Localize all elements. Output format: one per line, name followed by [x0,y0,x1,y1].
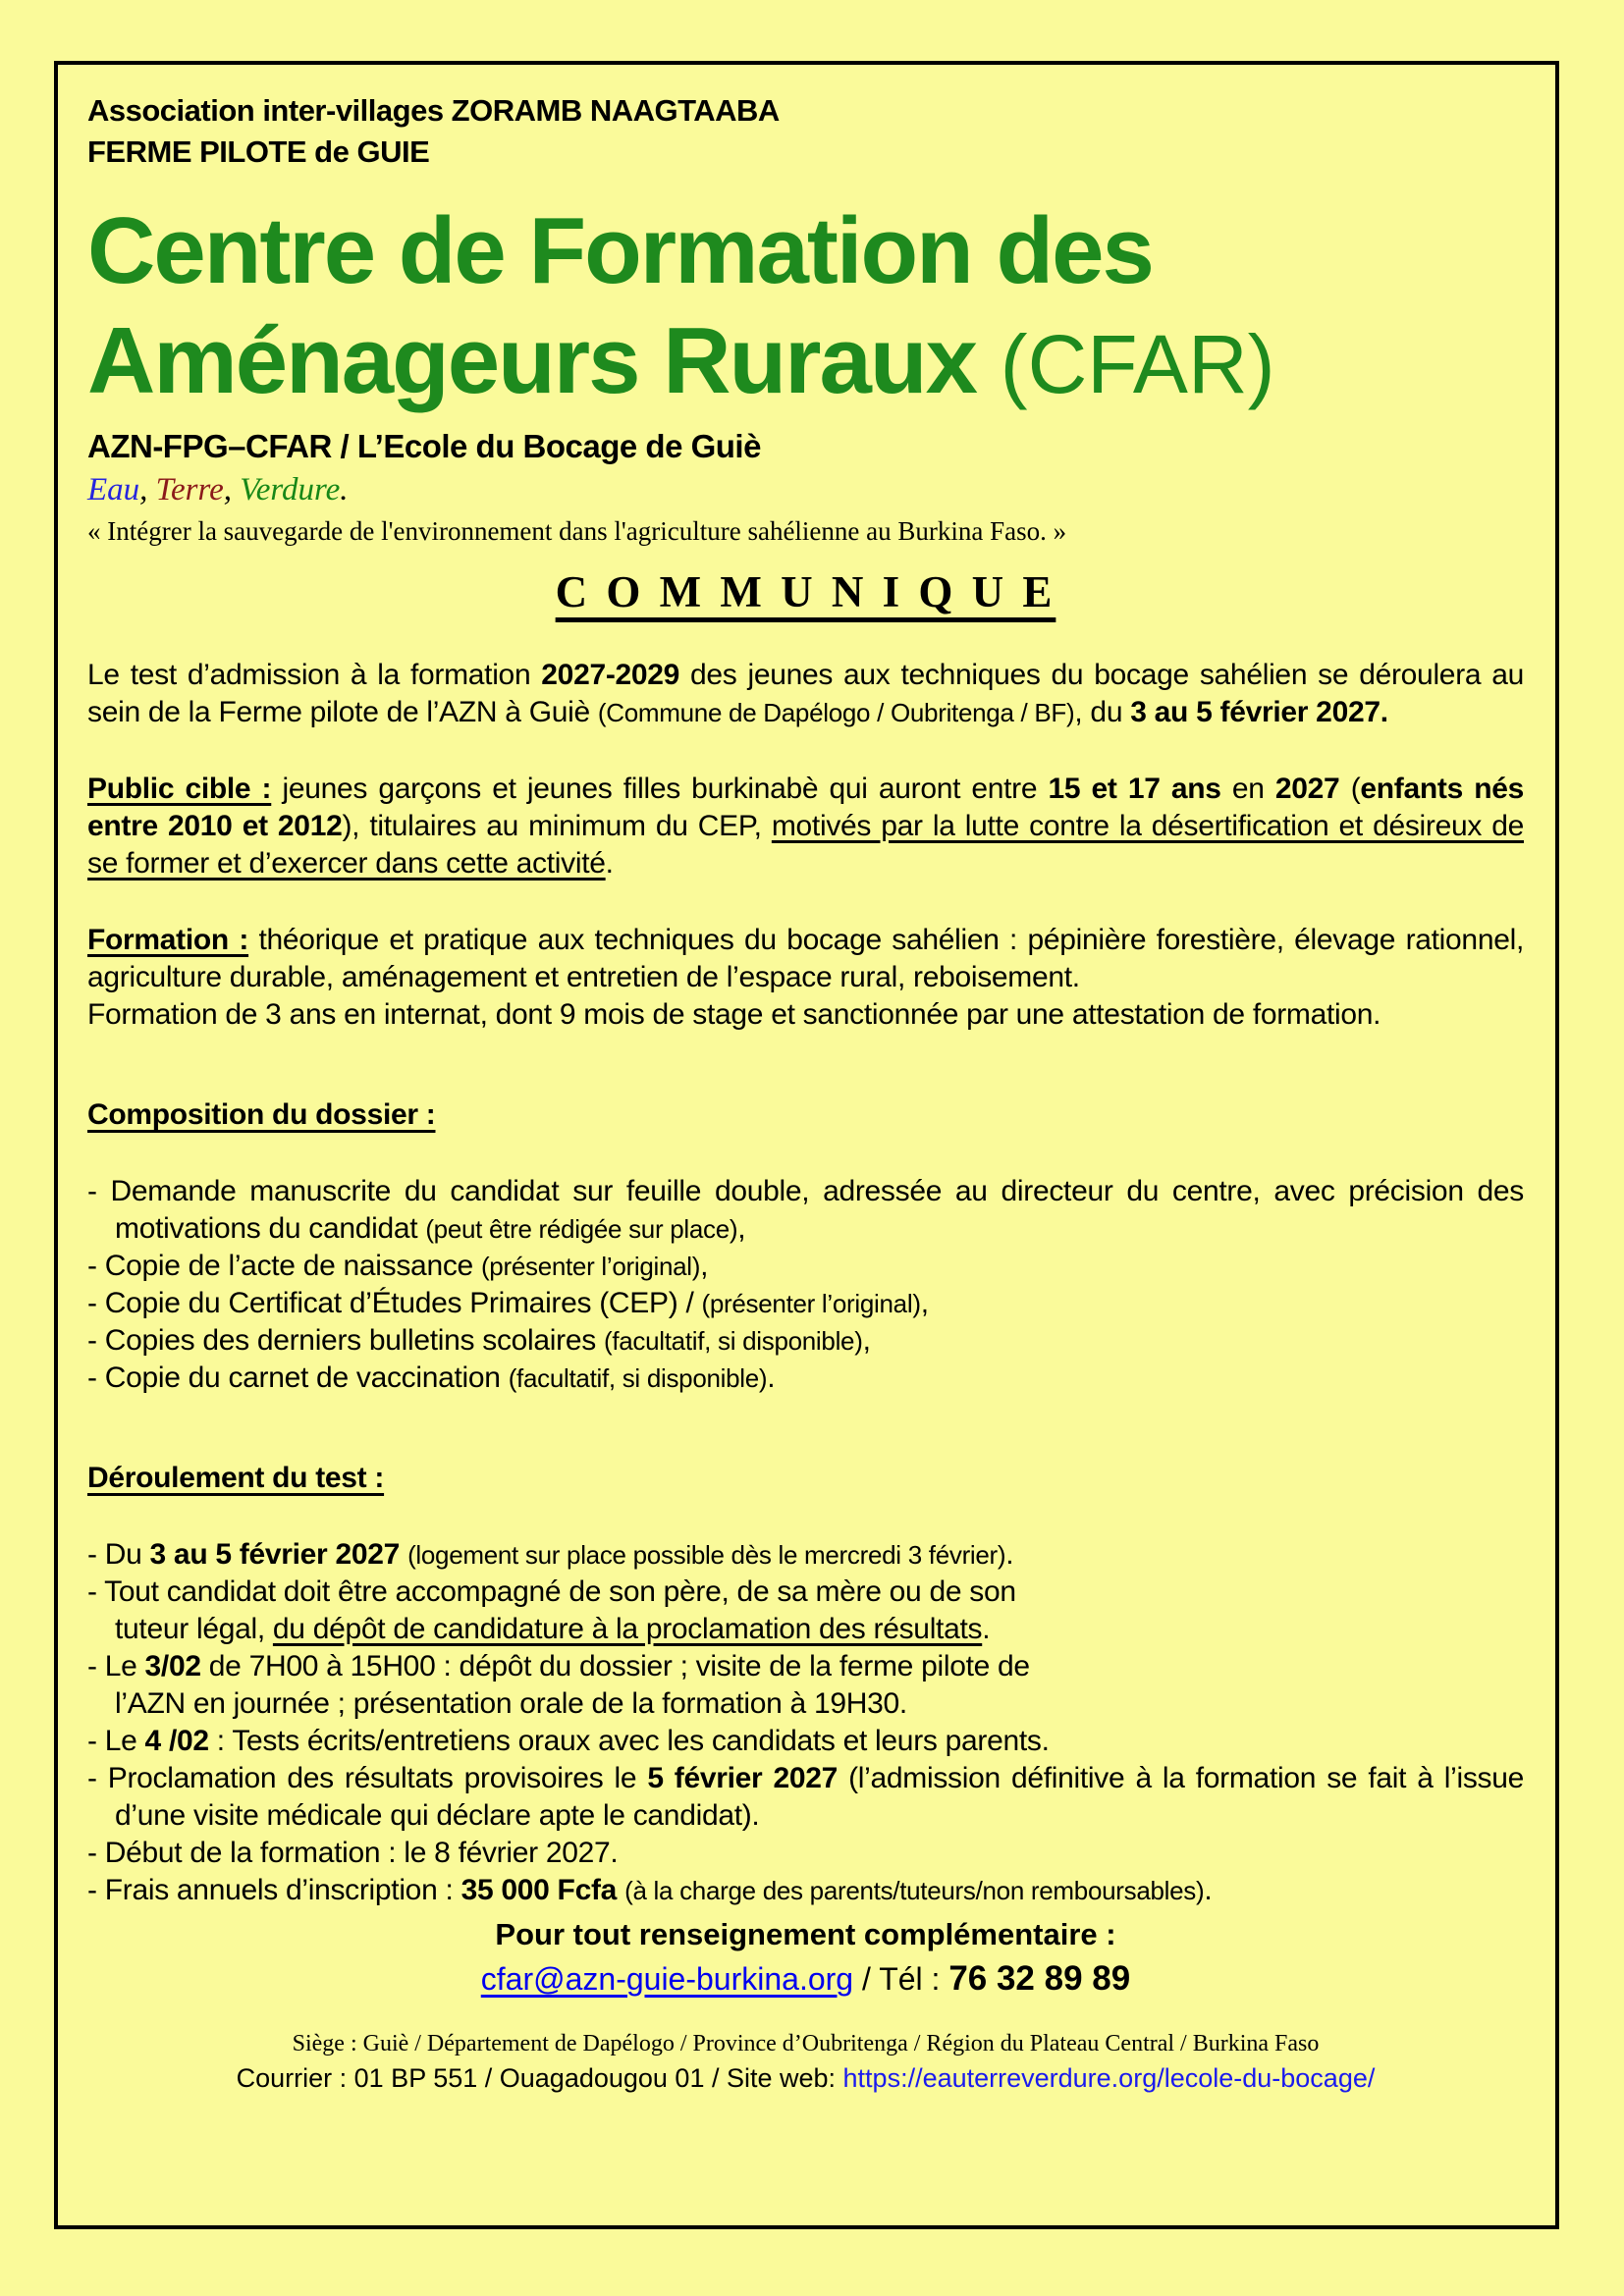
text-segment: Terre [155,472,224,507]
info-heading: Pour tout renseignement complémentaire : [495,1917,1116,1951]
text-segment: (Commune de Dapélogo / Oubritenga / BF) [597,698,1075,727]
quote: « Intégrer la sauvegarde de l'environnement dans l'agriculture sahélienne au Burkina Faso. » [87,516,1067,546]
text-segment: 5 février 2027 [647,1762,839,1794]
dossier-item-acte-naissance [87,1248,1524,1285]
text-segment: , [862,1324,871,1357]
text-segment: motivés par la lutte contre la désertification et désireux de se former et d’exercer dans cette activité [87,810,1524,880]
test-item-dates [87,1536,1524,1574]
text-segment: (présenter l’original) [701,1289,921,1318]
text-segment: : Tests écrits/entretiens oraux avec les candidats et leurs parents. [208,1725,1050,1757]
text-segment: du dépôt de candidature à la proclamation des résultats [272,1613,983,1645]
text-segment: ), titulaires au minimum du CEP, [342,810,772,842]
text-segment: (l’admission définitive à la formation se fait à l’issue d’une visite médicale qui déclare apte le candidat). [115,1762,1524,1832]
text-segment: 3 au 5 février 2027 [149,1538,401,1571]
text-segment: (logement sur place possible dès le mercredi 3 février) [407,1540,1006,1570]
document-frame [54,61,1559,2229]
formation-paragraph [87,922,1524,996]
subtitle: AZN-FPG–CFAR / L’Ecole du Bocage de Guiè [87,428,761,464]
text-segment: (à la charge des parents/tuteurs/non remboursables) [624,1876,1205,1905]
text-segment: . [767,1362,776,1394]
formation-duration-paragraph [87,996,1524,1034]
contact-line [87,1956,1524,2002]
text-segment: (peut être rédigée sur place) [425,1214,738,1244]
phone-number: 76 32 89 89 [948,1959,1131,1998]
test-item-accompagnement [87,1574,1524,1648]
text-segment: enfants nés entre 2010 et 2012 [87,773,1525,842]
text-segment: Eau [87,472,140,507]
text-segment: Le test d’admission à la formation [87,659,542,691]
text-segment: (présenter l’original) [480,1252,701,1281]
test-item-depot-dossier [87,1648,1524,1723]
text-segment: - Copie du Certificat d’Études Primaires (CEP) / [87,1287,702,1319]
text-segment: , [737,1212,746,1245]
text-segment [400,1538,407,1571]
org-name: Association inter-villages ZORAMB NAAGTAABA [87,93,780,128]
website-link[interactable]: https://eauterreverdure.org/lecole-du-bocage/ [842,2063,1376,2093]
public-cible-paragraph [87,771,1524,882]
text-segment: - Proclamation des résultats provisoires le [87,1762,648,1794]
text-segment: Verdure [240,472,341,507]
text-segment: théorique et pratique aux techniques du bocage sahélien : pépinière forestière, élevage rationnel, agriculture durable, aménagement et entretien de l’espace rural, reboisement. [87,924,1524,993]
communique-heading [87,566,1524,617]
text-segment: - Copie de l’acte de naissance [87,1250,481,1282]
text-segment: de 7H00 à 15H00 : dépôt du dossier ; visite de la ferme pilote de [200,1650,1030,1682]
email-link[interactable]: cfar@azn-guie-burkina.org [480,1961,854,1997]
title-line1: Centre de Formation des [87,198,1153,303]
text-segment: Public cible : [87,773,272,805]
text-segment [617,1874,624,1906]
text-segment: , [920,1287,929,1319]
title-line2: Aménageurs Ruraux [87,308,976,413]
test-item-debut-formation [87,1835,1524,1872]
communique-text: C O M M U N I Q U E [555,567,1056,616]
text-segment: - Le [87,1725,145,1757]
dossier-heading-text: Composition du dossier : [87,1098,436,1131]
test-item-frais [87,1872,1524,1909]
text-segment: tuteur légal, [115,1613,273,1645]
text-segment: 3 au 5 février 2027. [1130,696,1388,728]
text-segment: 35 000 Fcfa [460,1874,618,1906]
text-segment: , [139,472,156,507]
text-segment: - Frais annuels d’inscription : [87,1874,461,1906]
test-list [87,1536,1524,1909]
footer-mail-line [87,2060,1524,2096]
text-segment: jeunes garçons et jeunes filles burkinabè qui auront entre [271,773,1049,805]
text-segment: , [223,472,241,507]
text-segment: Formation : [87,924,249,956]
text-segment: en [1220,773,1275,805]
test-heading-text: Déroulement du test : [87,1462,385,1494]
text-segment: - Copie du carnet de vaccination [87,1362,509,1394]
farm-name: FERME PILOTE de GUIE [87,134,430,169]
text-segment: - Le [87,1650,145,1682]
dossier-item-bulletins [87,1322,1524,1360]
dossier-item-demande [87,1173,1524,1248]
footer-address: Siège : Guiè / Département de Dapélogo / Province d’Oubritenga / Région du Plateau Central / Burkina Faso [292,2031,1320,2056]
text-segment: . [982,1613,991,1645]
dossier-list [87,1173,1524,1397]
test-item-tests-ecrits [87,1723,1524,1760]
text-segment: 15 et 17 ans [1048,773,1221,805]
intro-paragraph [87,657,1524,731]
text-segment: . [605,847,614,880]
text-segment: - Du [87,1538,150,1571]
test-heading [87,1460,1524,1497]
text-segment: , du [1074,696,1131,728]
motto [87,468,1524,511]
dossier-item-vaccination [87,1360,1524,1397]
page-title [87,196,1524,419]
text-segment: - Tout candidat doit être accompagné de son père, de sa mère ou de son [87,1575,1016,1608]
text-segment: . [1005,1538,1014,1571]
text-segment: . [1204,1874,1213,1906]
text-segment: , [700,1250,709,1282]
text-segment: 3/02 [144,1650,201,1682]
title-acronym: (CFAR) [1000,318,1275,410]
text-segment: (facultatif, si disponible) [508,1363,768,1393]
text-segment: Formation de 3 ans en internat, dont 9 mois de stage et sanctionnée par une attestation de formation. [87,998,1381,1031]
text-segment: . [340,472,349,507]
text-segment: des jeunes aux techniques du bocage sahélien se déroulera au sein de la Ferme pilote de l’AZN à Guiè [87,659,1524,728]
text-segment: - Demande manuscrite du candidat sur feuille double, adressée au directeur du centre, avec précision des motivations du candidat [87,1175,1524,1245]
text-segment: ( [1339,773,1361,805]
text-segment: (facultatif, si disponible) [603,1326,863,1356]
text-segment: 4 /02 [144,1725,209,1757]
text-segment: 2027 [1274,773,1340,805]
dossier-heading [87,1096,1524,1134]
text-segment: 2027-2029 [541,659,680,691]
dossier-item-cep [87,1285,1524,1322]
tel-label: / Tél : [853,1961,949,1997]
test-item-proclamation [87,1760,1524,1835]
text-segment: - Début de la formation : le 8 février 2027. [87,1837,619,1869]
footer-courier-label: Courrier : 01 BP 551 / Ouagadougou 01 / Site web: [236,2063,843,2093]
text-segment: l’AZN en journée ; présentation orale de la formation à 19H30. [115,1687,907,1720]
text-segment: - Copies des derniers bulletins scolaires [87,1324,604,1357]
